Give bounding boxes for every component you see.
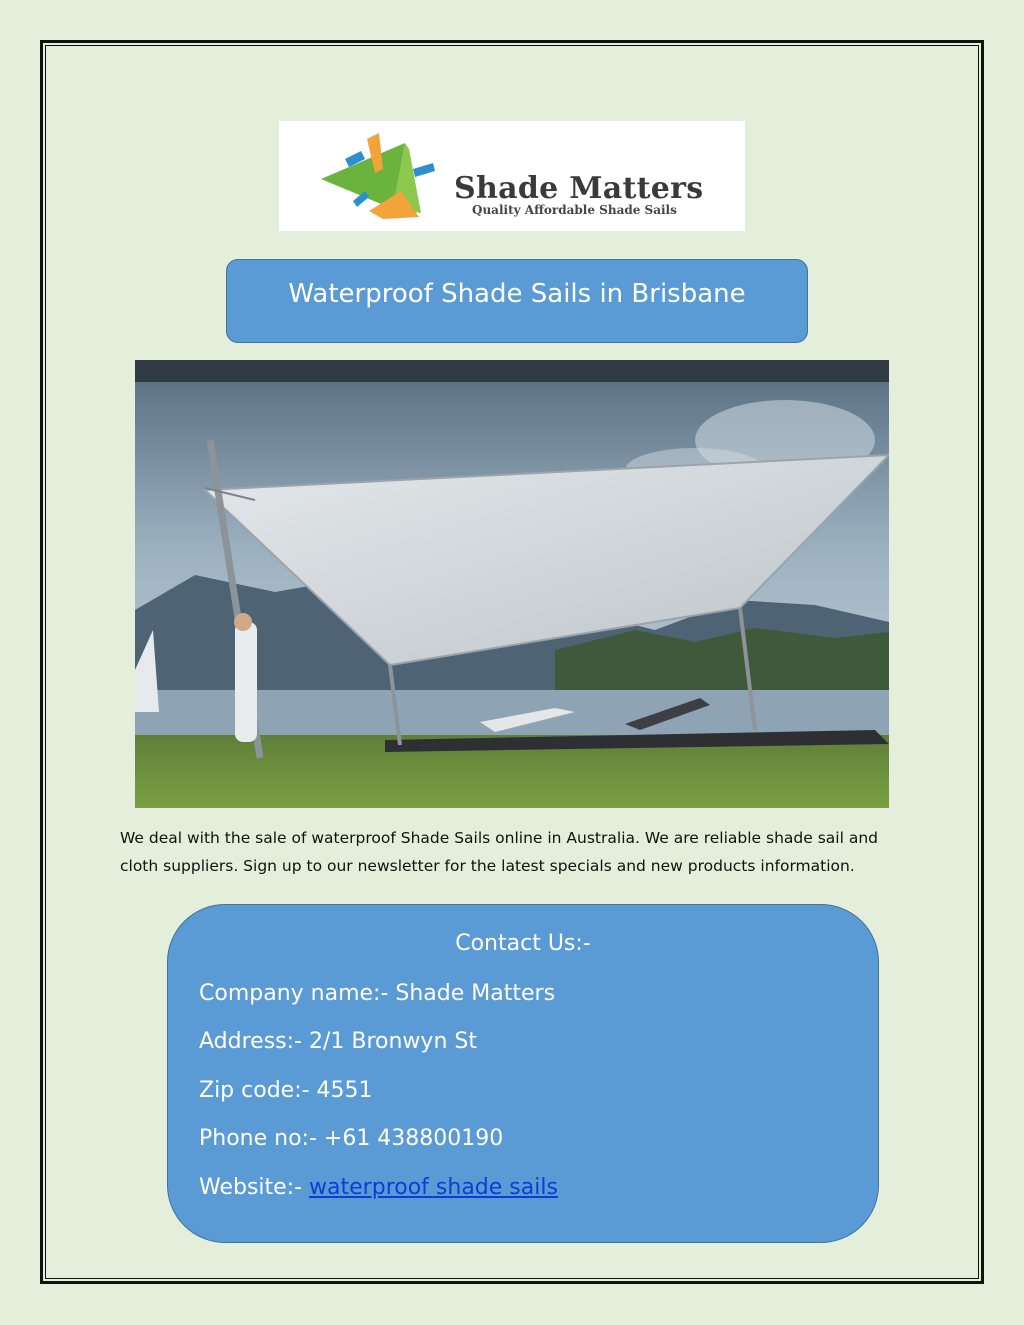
zip-value: 4551	[316, 1078, 373, 1103]
address-label: Address:-	[199, 1029, 309, 1054]
logo-title: Shade Matters	[454, 171, 704, 206]
contact-zip	[199, 1078, 373, 1103]
website-link[interactable]: waterproof shade sails	[309, 1175, 558, 1200]
company-label: Company name:-	[199, 981, 396, 1006]
company-value: Shade Matters	[395, 981, 556, 1006]
phone-label: Phone no:-	[199, 1126, 324, 1151]
contact-card	[167, 904, 879, 1243]
logo-tagline: Quality Affordable Shade Sails	[472, 203, 677, 217]
contact-phone	[199, 1126, 503, 1151]
zip-label: Zip code:-	[199, 1078, 317, 1103]
website-label: Website:-	[199, 1175, 310, 1200]
contact-address	[199, 1029, 477, 1054]
title-banner	[226, 259, 808, 343]
phone-value: +61 438800190	[323, 1126, 504, 1151]
contact-website	[199, 1175, 558, 1200]
photo-illustration	[135, 360, 889, 808]
page-title: Waterproof Shade Sails in Brisbane	[288, 279, 746, 309]
contact-heading: Contact Us:-	[455, 931, 591, 956]
description-paragraph: We deal with the sale of waterproof Shade Sails online in Australia. We are reliable shade sail and cloth suppliers. Sign up to our newsletter for the latest specials and new products information.	[120, 829, 878, 875]
contact-company	[199, 981, 555, 1006]
company-logo	[279, 121, 745, 231]
shade-sail-logo-icon	[309, 129, 439, 225]
address-value: 2/1 Bronwyn St	[308, 1029, 477, 1054]
shade-sail-photo	[135, 360, 889, 808]
